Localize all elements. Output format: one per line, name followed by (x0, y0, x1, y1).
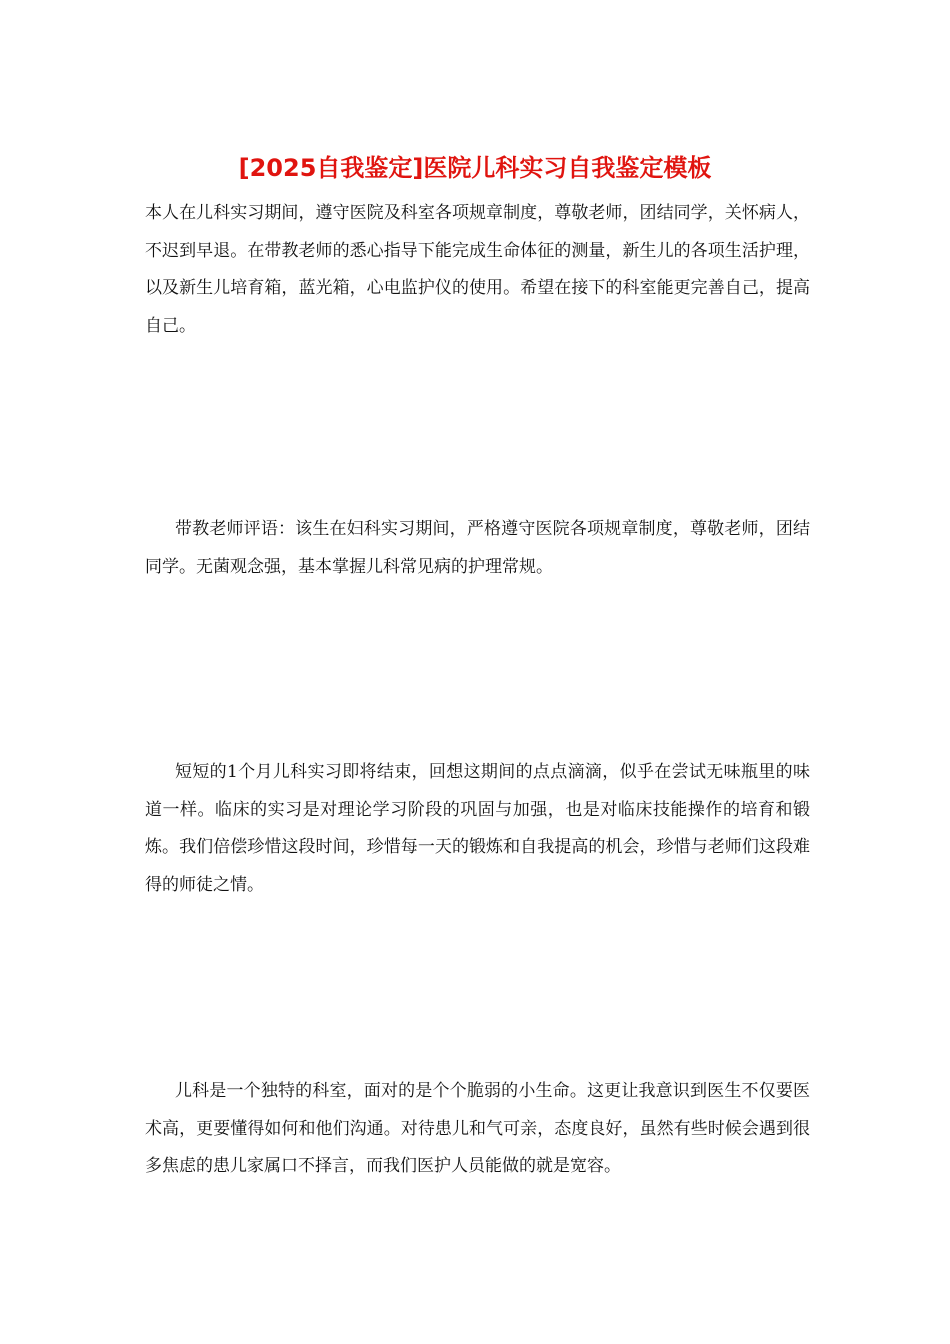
paragraph-internship-reflection: 短短的1个月儿科实习即将结束，回想这期间的点点滴滴，似乎在尝试无味瓶里的味道一样。临床的实习是对理论学习阶段的巩固与加强，也是对临床技能操作的培育和锻炼。我们倍偿珍惜这段时间，珍惜每一天的锻炼和自我提高的机会，珍惜与老师们这段难得的师徒之情。 (145, 762, 810, 895)
paragraph-self-assessment: 本人在儿科实习期间，遵守医院及科室各项规章制度，尊敬老师，团结同学，关怀病人，不迟到早退。在带教老师的悉心指导下能完成生命体征的测量，新生儿的各项生活护理，以及新生儿培育箱，蓝光箱，心电监护仪的使用。希望在接下的科室能更完善自己，提高自己。 (145, 203, 810, 336)
paragraph-teacher-comment: 带教老师评语：该生在妇科实习期间，严格遵守医院各项规章制度，尊敬老师，团结同学。无菌观念强，基本掌握儿科常见病的护理常规。 (145, 519, 810, 577)
paragraph-pediatrics-reflection: 儿科是一个独特的科室，面对的是个个脆弱的小生命。这更让我意识到医生不仅要医术高，更要懂得如何和他们沟通。对待患儿和气可亲，态度良好，虽然有些时候会遇到很多焦虑的患儿家属口不择言，而我们医护人员能做的就是宽容。 (145, 1081, 810, 1176)
document-title: [2025自我鉴定]医院儿科实习自我鉴定模板 (238, 154, 712, 182)
